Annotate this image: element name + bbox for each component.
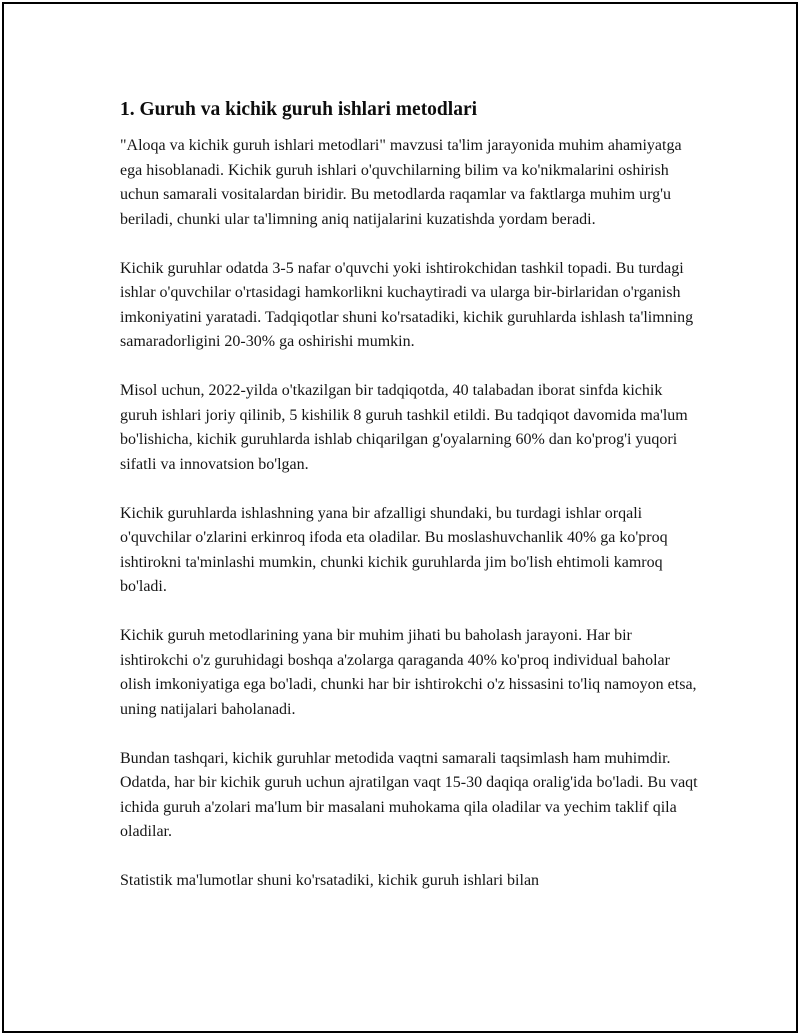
paragraph-assessment: Kichik guruh metodlarining yana bir muhim jihati bu baholash jarayoni. Har bir ishtirokchi o'z guruhidagi boshqa a'zolarga qaraganda 40% ko'proq individual baholar olish imkoniyatiga ega bo'ladi, chunki har bir ishtirokchi o'z hissasini to'liq namoyon etsa, uning natijalari baholanadi. xyxy=(120,627,697,718)
paragraph-expression: Kichik guruhlarda ishlashning yana bir afzalligi shundaki, bu turdagi ishlar orqali o'quvchilar o'zlarini erkinroq ifoda eta oladilar. Bu moslashuvchanlik 40% ga ko'proq ishtirokni ta'minlashi mumkin, chunki kichik guruhlarda jim bo'lish ehtimoli kamroq bo'ladi. xyxy=(120,504,668,595)
section-heading: 1. Guruh va kichik guruh ishlari metodlari xyxy=(120,99,478,120)
paragraph-group-size: Kichik guruhlar odatda 3-5 nafar o'quvchi yoki ishtirokchidan tashkil topadi. Bu turdagi ishlar o'quvchilar o'rtasidagi hamkorlikni kuchaytiradi va ularga bir-birlaridan o'rganish imkoniyatini yaratadi. Tadqiqotlar shuni ko'rsatadiki, kichik guruhlarda ishlash ta'limning samaradorligini 20-30% ga oshirishi mumkin. xyxy=(120,259,694,350)
document-page xyxy=(2,2,798,1033)
paragraph-statistics: Statistik ma'lumotlar shuni ko'rsatadiki, kichik guruh ishlari bilan xyxy=(120,872,540,889)
document-body xyxy=(120,96,700,918)
paragraph-time-management: Bundan tashqari, kichik guruhlar metodida vaqtni samarali taqsimlash ham muhimdir. Odatda, har bir kichik guruh uchun ajratilgan vaqt 15-30 daqiqa oralig'ida bo'ladi. Bu vaqt ichida guruh a'zolari ma'lum bir masalani muhokama qila oladilar va yechim taklif qila oladilar. xyxy=(120,749,698,840)
paragraph-intro: "Aloqa va kichik guruh ishlari metodlari" mavzusi ta'lim jarayonida muhim ahamiyatga ega hisoblanadi. Kichik guruh ishlari o'quvchilarning bilim va ko'nikmalarini oshirish uchun samarali vositalardan biridir. Bu metodlarda raqamlar va faktlarga muhim urg'u beriladi, chunki ular ta'limning aniq natijalarini kuzatishda yordam beradi. xyxy=(120,137,682,228)
paragraph-example-study: Misol uchun, 2022-yilda o'tkazilgan bir tadqiqotda, 40 talabadan iborat sinfda kichik guruh ishlari joriy qilinib, 5 kishilik 8 guruh tashkil etildi. Bu tadqiqot davomida ma'lum bo'lishicha, kichik guruhlarda ishlab chiqarilgan g'oyalarning 60% dan ko'prog'i yuqori sifatli va innovatsion bo'lgan. xyxy=(120,382,688,473)
